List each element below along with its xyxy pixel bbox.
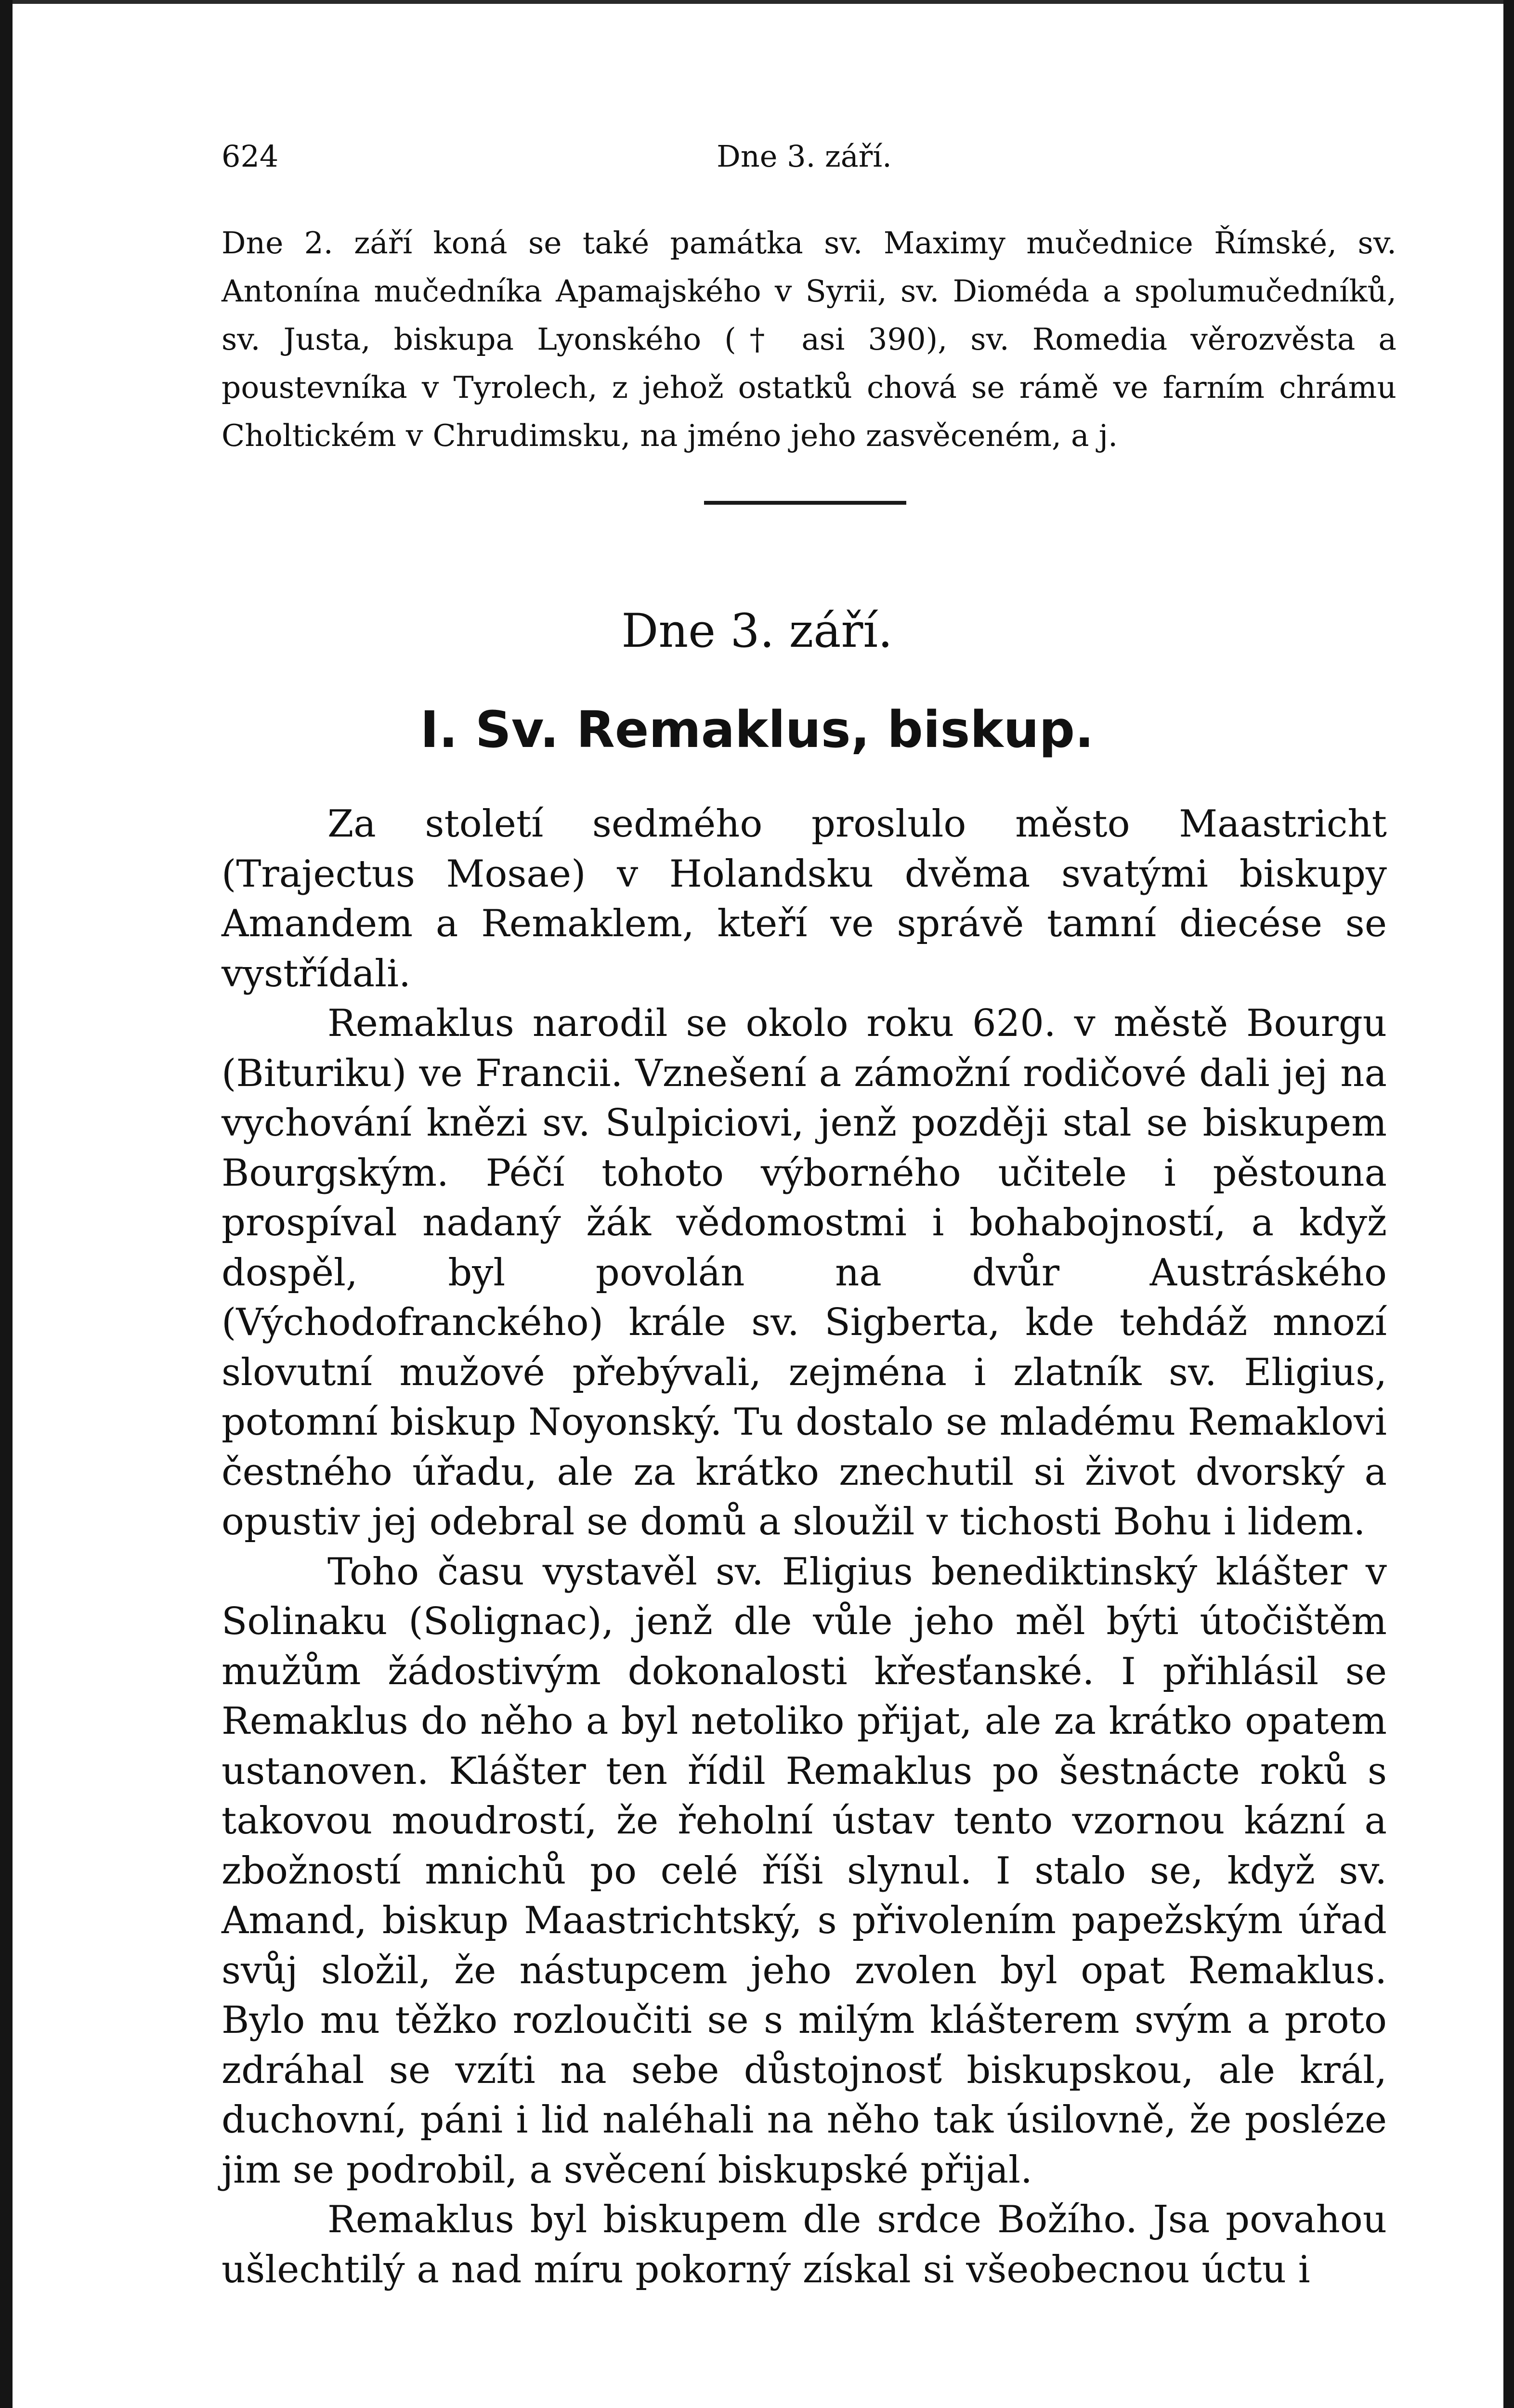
commemoration-note: Dne 2. září koná se také památka sv. Maximy mučednice Římské, sv. Antonína mučedníka Apamajského v Syrii, sv. Dioméda a spolumučedníků, sv. Justa, biskupa Lyonského († asi 390), sv. Romedia věrozvěsta a poustevníka v Tyrolech, z jehož ostatků chová se rámě ve farním chrámu Choltickém v Chrudimsku, na jméno jeho zasvěceném, a j.	[222, 225, 1397, 453]
running-title: Dne 3. září.	[717, 139, 892, 174]
scan-border-left	[0, 0, 13, 2408]
paragraph: Remaklus byl biskupem dle srdce Božího. Jsa povahou ušlechtilý a nad míru pokorný získal si všeobecnou úctu i	[222, 2198, 1387, 2291]
paragraph: Toho času vystavěl sv. Eligius benediktinský klášter v Solinaku (Solignac), jenž dle vůle jeho měl býti útočištěm mužům žádostivým dokonalosti křesťanské. I přihlásil se Remaklus do něho a byl netoliko přijat, ale za krátko opatem ustanoven. Klášter ten řídil Remaklus po šestnácte roků s takovou moudrostí, že řeholní ústav tento vzornou kázní a zbožností mnichů po celé říši slynul. I stalo se, když sv. Amand, biskup Maastrichtský, s přivolením papežským úřad svůj složil, že nástupcem jeho zvolen byl opat Remaklus. Bylo mu těžko rozloučiti se s milým klášterem svým a proto zdráhal se vzíti na sebe důstojnosť biskupskou, ale král, duchovní, páni i lid naléhali na něho tak úsilovně, že posléze jim se podrobil, a svěcení biskupské přijal.	[222, 1550, 1387, 2192]
section-divider	[704, 501, 906, 505]
paragraph: Remaklus narodil se okolo roku 620. v městě Bourgu (Bituriku) ve Francii. Vznešení a zámožní rodičové dali jej na vychování knězi sv. Sulpiciovi, jenž později stal se biskupem Bourgským. Péčí tohoto výborného učitele i pěstouna prospíval nadaný žák vědomostmi i bohabojností, a když dospěl, byl povolán na dvůr Austráského (Východofranckého) krále sv. Sigberta, kde tehdáž mnozí slovutní mužové přebývali, zejména i zlatník sv. Eligius, potomní biskup Noyonský. Tu dostalo se mladému Remaklovi čestného úřadu, ale za krátko znechutil si život dvorský a opustiv jej odebral se domů a sloužil v tichosti Bohu i lidem.	[222, 1002, 1387, 1544]
section-title: I. Sv. Remaklus, biskup.	[420, 700, 1094, 759]
day-heading: Dne 3. září.	[621, 604, 893, 658]
body-text	[222, 799, 1387, 2295]
paragraph: Za století sedmého proslulo město Maastricht (Trajectus Mosae) v Holandsku dvěma svatými biskupy Amandem a Remaklem, kteří ve správě tamní diecése se vystřídali.	[222, 802, 1387, 995]
scan-border-right	[1503, 0, 1514, 2408]
page-number: 624	[222, 139, 279, 174]
page-header	[222, 130, 1387, 183]
scan-border-top	[0, 0, 1514, 4]
